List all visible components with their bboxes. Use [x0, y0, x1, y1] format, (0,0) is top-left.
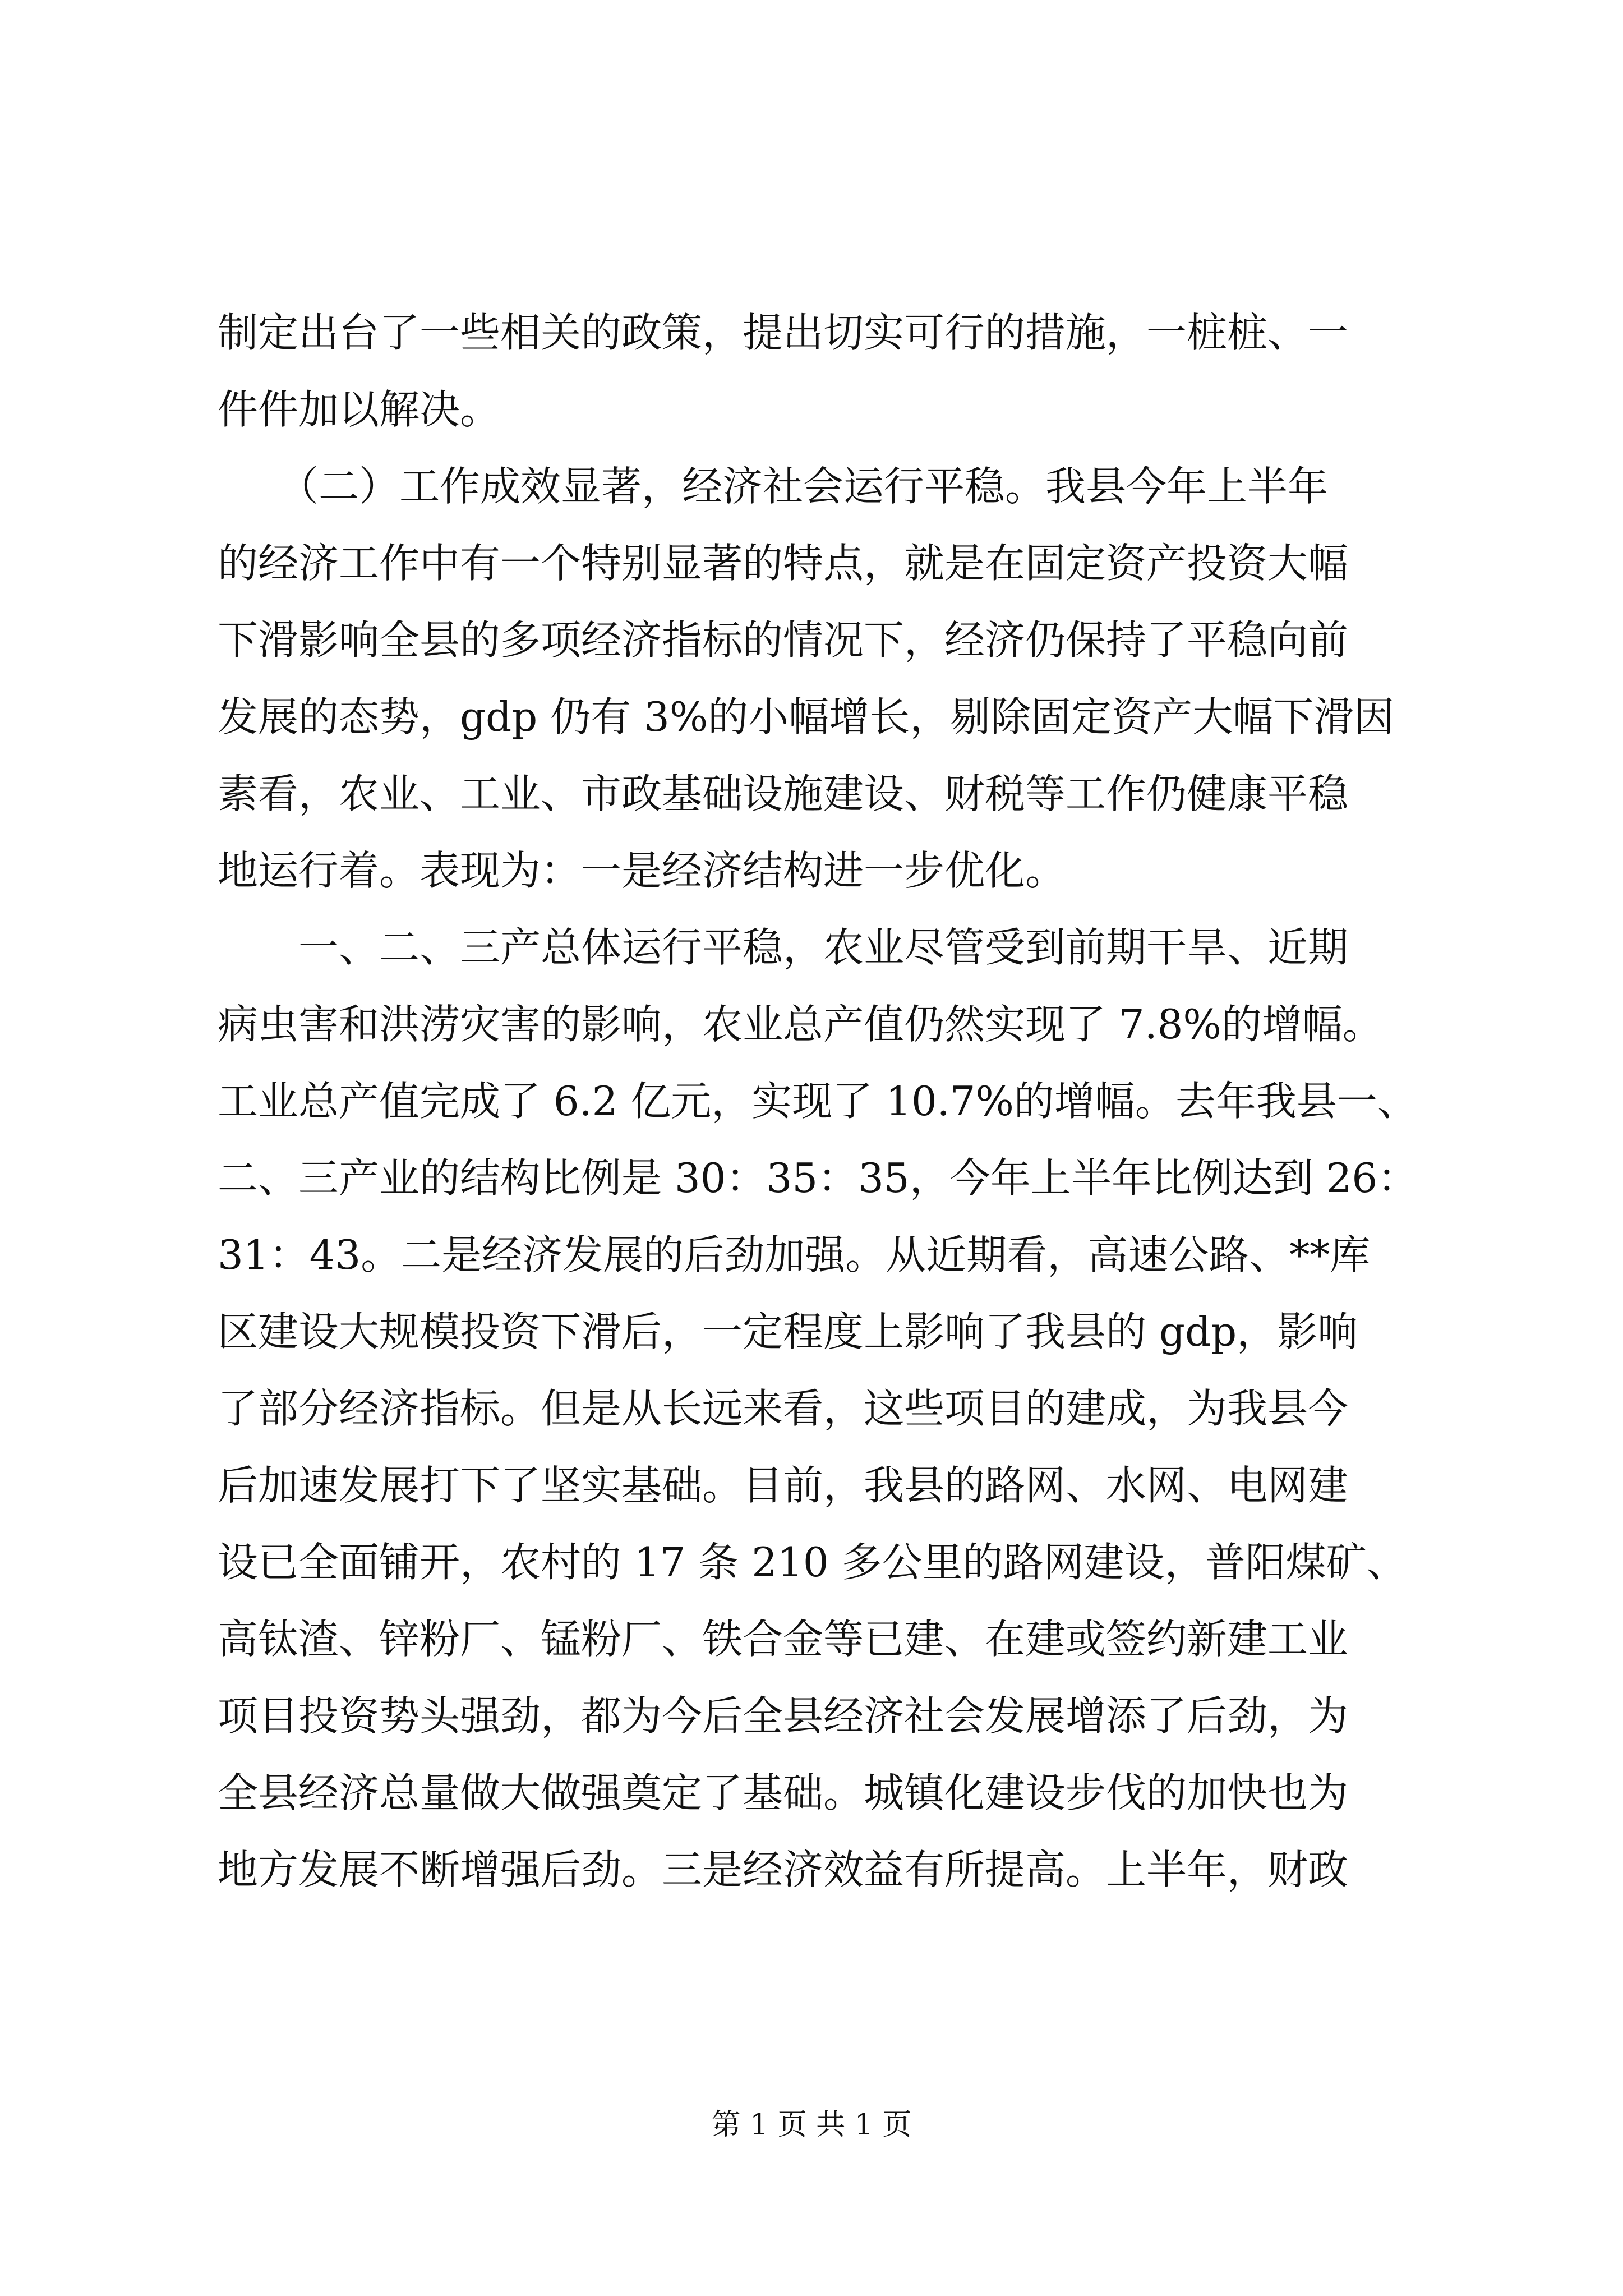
text-line: 后加速发展打下了坚实基础。目前，我县的路网、水网、电网建	[218, 1462, 1349, 1509]
page-footer	[0, 2108, 1623, 2142]
text-line: 下滑影响全县的多项经济指标的情况下，经济仍保持了平稳向前	[218, 616, 1349, 664]
text-line: 制定出台了一些相关的政策，提出切实可行的措施，一桩桩、一	[218, 309, 1349, 356]
text-line: 素看，农业、工业、市政基础设施建设、财税等工作仍健康平稳	[218, 770, 1349, 817]
text-line: 项目投资势头强劲，都为今后全县经济社会发展增添了后劲，为	[218, 1692, 1349, 1740]
text-line: 工业总产值完成了 6.2 亿元，实现了 10.7%的增幅。去年我县一、	[218, 1078, 1418, 1125]
text-line: 地运行着。表现为：一是经济结构进一步优化。	[218, 847, 1066, 894]
page-number: 第 1 页 共 1 页	[711, 2108, 912, 2142]
text-line: 区建设大规模投资下滑后，一定程度上影响了我县的 gdp，影响	[218, 1308, 1358, 1355]
text-line: 设已全面铺开，农村的 17 条 210 多公里的路网建设，普阳煤矿、	[218, 1539, 1407, 1586]
text-line: 件件加以解决。	[218, 386, 501, 433]
text-line: 的经济工作中有一个特别显著的特点，就是在固定资产投资大幅	[218, 540, 1349, 587]
text-line: 全县经济总量做大做强奠定了基础。城镇化建设步伐的加快也为	[218, 1769, 1349, 1816]
text-line: 二、三产业的结构比例是 30：35：35，今年上半年比例达到 26：	[218, 1154, 1418, 1202]
text-line: 病虫害和洪涝灾害的影响，农业总产值仍然实现了 7.8%的增幅。	[218, 1001, 1383, 1048]
text-line: 了部分经济指标。但是从长远来看，这些项目的建成，为我县今	[218, 1385, 1349, 1432]
text-line: 高钛渣、锌粉厂、锰粉厂、铁合金等已建、在建或签约新建工业	[218, 1616, 1349, 1663]
text-line: 地方发展不断增强后劲。三是经济效益有所提高。上半年，财政	[218, 1846, 1349, 1893]
body-text	[218, 295, 1423, 1908]
text-line: 一、二、三产总体运行平稳，农业尽管受到前期干旱、近期	[218, 924, 1349, 971]
text-line: 发展的态势，gdp 仍有 3%的小幅增长，剔除固定资产大幅下滑因	[218, 693, 1395, 740]
text-line: （二）工作成效显著，经济社会运行平稳。我县今年上半年	[218, 463, 1329, 510]
text-line: 31：43。二是经济发展的后劲加强。从近期看，高速公路、**库	[218, 1231, 1371, 1278]
